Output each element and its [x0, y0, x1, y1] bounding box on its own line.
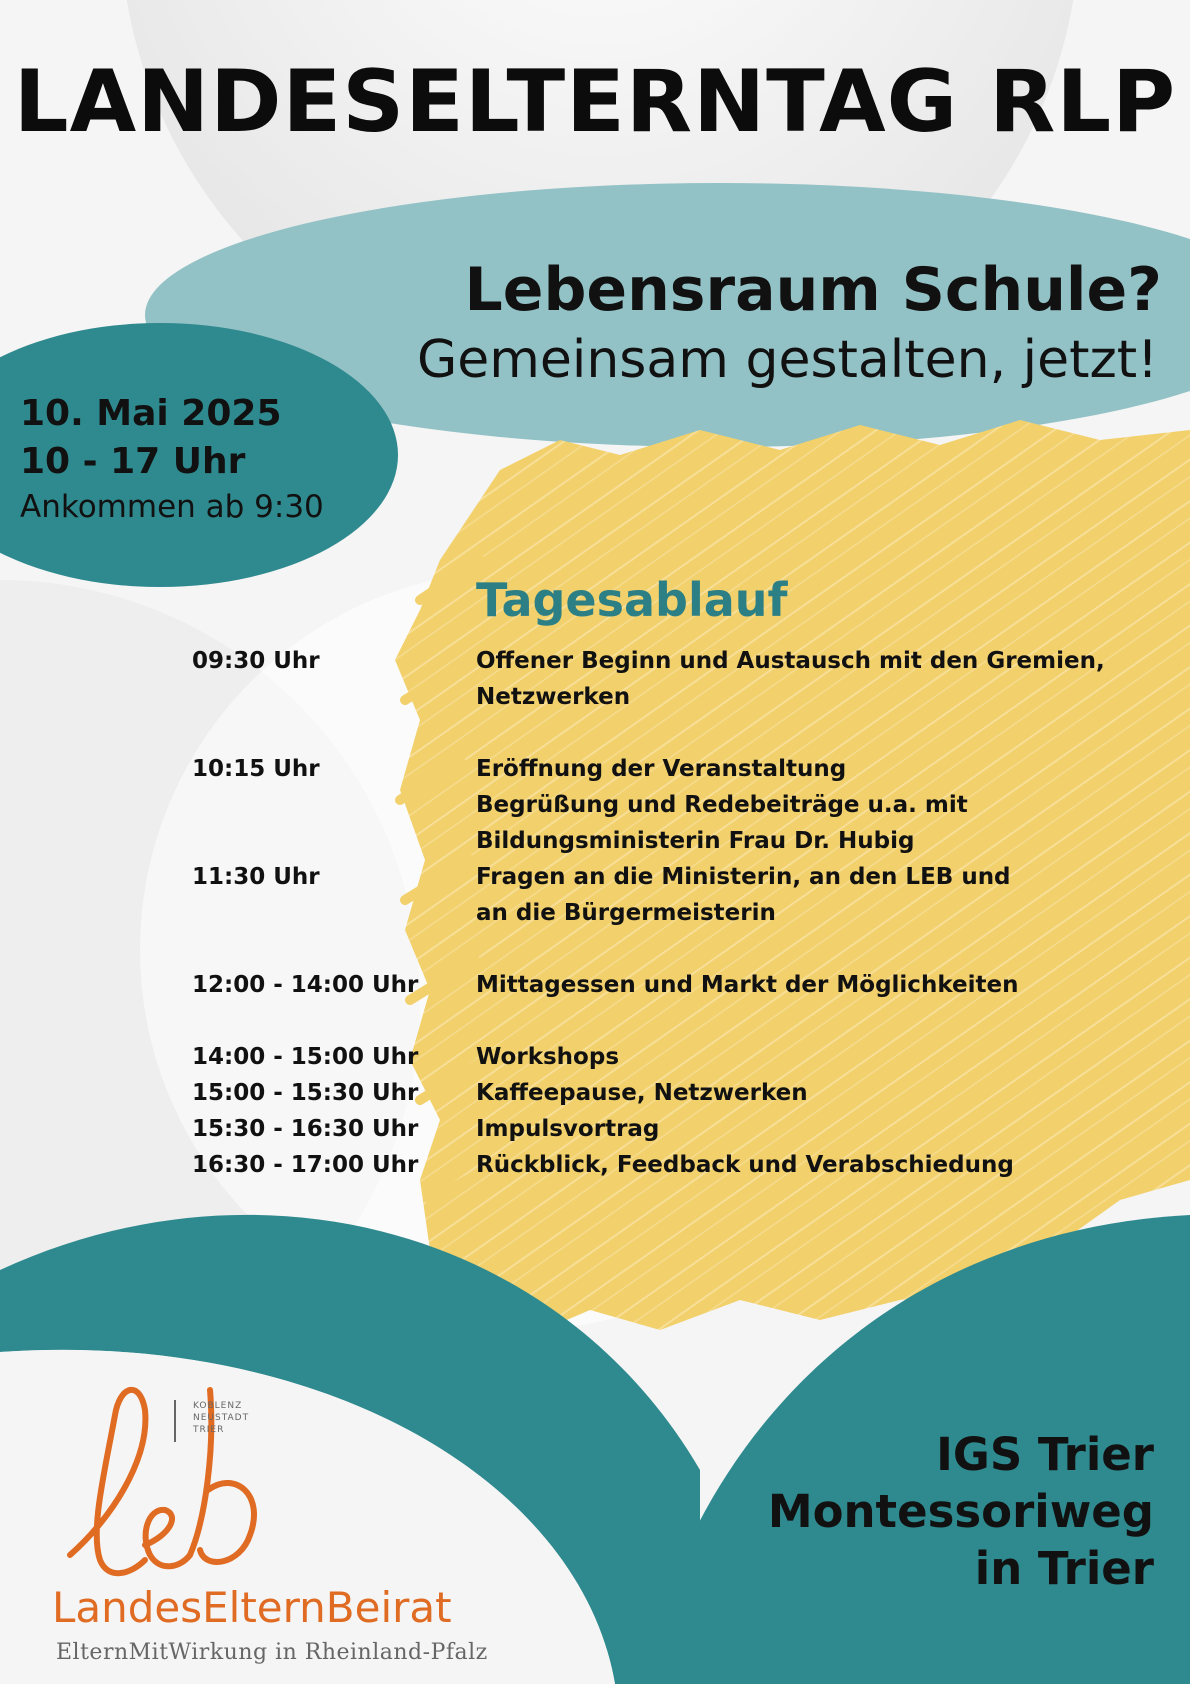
leb-logo-name: LandesElternBeirat: [52, 1583, 452, 1632]
leb-logo-cities: [193, 1400, 249, 1436]
schedule-time: 10:15 Uhr: [192, 756, 320, 782]
schedule-time: 16:30 - 17:00 Uhr: [192, 1152, 419, 1178]
schedule-description: [476, 643, 1105, 715]
event-location: [768, 1426, 1154, 1597]
subtitle-slogan: Gemeinsam gestalten, jetzt!: [416, 330, 1158, 390]
location-city: in Trier: [974, 1542, 1154, 1595]
schedule-line: Mittagessen und Markt der Möglichkeiten: [476, 972, 1019, 998]
logo-city: TRIER: [193, 1425, 225, 1435]
schedule-description: [476, 967, 1092, 1003]
leb-letter-l: [70, 1390, 145, 1573]
schedule-item: [192, 1075, 1092, 1111]
logo-city: KOBLENZ: [193, 1401, 243, 1411]
schedule-line: Kaffeepause, Netzwerken: [476, 1080, 808, 1106]
schedule-item: [192, 967, 1092, 1003]
schedule-item: [192, 859, 1092, 931]
schedule-item: [192, 1039, 1092, 1075]
schedule-description: [476, 751, 1092, 859]
schedule-line: Offener Beginn und Austausch mit den Gremien,: [476, 648, 1105, 674]
page-title: LANDESELTERNTAG RLP: [13, 52, 1177, 152]
logo-city: NEUSTADT: [193, 1413, 250, 1423]
location-school: IGS Trier: [936, 1428, 1154, 1481]
schedule-line: Begrüßung und Redebeiträge u.a. mit: [476, 792, 968, 818]
schedule-item: [192, 643, 1105, 715]
schedule-description: [476, 1147, 1092, 1183]
schedule-line: Fragen an die Ministerin, an den LEB und: [476, 864, 1011, 890]
schedule-line: Netzwerken: [476, 684, 631, 710]
schedule-time: 14:00 - 15:00 Uhr: [192, 1044, 419, 1070]
location-street: Montessoriweg: [767, 1485, 1154, 1538]
schedule-item: [192, 1111, 1092, 1147]
schedule-time: 12:00 - 14:00 Uhr: [192, 972, 419, 998]
schedule-description: [476, 1039, 1092, 1075]
schedule-description: [476, 1111, 1092, 1147]
event-date-block: [20, 390, 324, 528]
leb-logo-tagline: ElternMitWirkung in Rheinland-Pfalz: [56, 1640, 488, 1665]
schedule-description: [476, 1075, 1092, 1111]
schedule-line: Workshops: [476, 1044, 620, 1070]
schedule-list: [192, 643, 1105, 1183]
event-arrival: Ankommen ab 9:30: [20, 489, 324, 525]
schedule-item: [192, 751, 1092, 859]
event-date: 10. Mai 2025: [20, 393, 282, 434]
schedule-time: 11:30 Uhr: [192, 864, 320, 890]
subtitle-question: Lebensraum Schule?: [464, 255, 1162, 325]
event-time: 10 - 17 Uhr: [20, 441, 246, 482]
schedule-item: [192, 1147, 1092, 1183]
schedule-description: [476, 859, 1092, 931]
schedule-line: Rückblick, Feedback und Verabschiedung: [476, 1152, 1014, 1178]
schedule-time: 15:00 - 15:30 Uhr: [192, 1080, 419, 1106]
schedule-time: 15:30 - 16:30 Uhr: [192, 1116, 419, 1142]
schedule-line: Eröffnung der Veranstaltung: [476, 756, 847, 782]
schedule-line: Impulsvortrag: [476, 1116, 660, 1142]
schedule-line: Bildungsministerin Frau Dr. Hubig: [476, 828, 915, 854]
schedule-line: an die Bürgermeisterin: [476, 900, 776, 926]
schedule-heading: Tagesablauf: [476, 573, 788, 627]
schedule-time: 09:30 Uhr: [192, 648, 320, 674]
leb-letter-e: [145, 1510, 190, 1566]
